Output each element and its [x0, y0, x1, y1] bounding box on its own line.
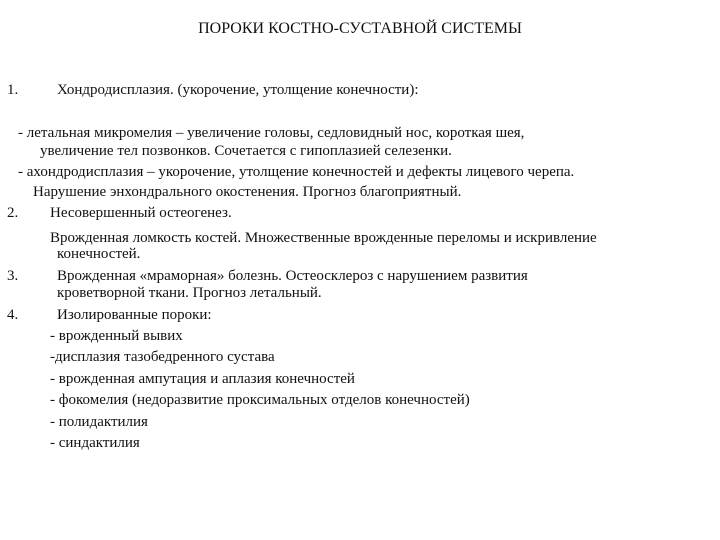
list-item: - синдактилия: [50, 435, 140, 451]
list-item: -дисплазия тазобедренного сустава: [50, 349, 275, 365]
sub-line: кроветворной ткани. Прогноз летальный.: [57, 285, 322, 301]
item-text: Изолированные пороки:: [57, 307, 212, 323]
item-number: 4.: [7, 307, 19, 323]
item-number: 1.: [7, 82, 19, 98]
list-item: - полидактилия: [50, 414, 148, 430]
sub-line: - ахондродисплазия – укорочение, утолщение конечностей и дефекты лицевого черепа.: [18, 164, 575, 180]
sub-line: Врожденная ломкость костей. Множественные врожденные переломы и искривление: [50, 230, 597, 246]
item-number: 2.: [7, 205, 19, 221]
slide-title: ПОРОКИ КОСТНО-СУСТАВНОЙ СИСТЕМЫ: [198, 20, 522, 37]
item-text: Несовершенный остеогенез.: [50, 205, 232, 221]
list-item: - врожденный вывих: [50, 328, 183, 344]
sub-line: Нарушение энхондрального окостенения. Прогноз благоприятный.: [33, 184, 462, 200]
sub-line: - летальная микромелия – увеличение головы, седловидный нос, короткая шея,: [18, 125, 525, 141]
list-item: - врожденная ампутация и аплазия конечностей: [50, 371, 355, 387]
item-text: Врожденная «мраморная» болезнь. Остеосклероз с нарушением развития: [57, 268, 528, 284]
item-text: Хондродисплазия. (укорочение, утолщение конечности):: [57, 82, 419, 98]
list-item: - фокомелия (недоразвитие проксимальных отделов конечностей): [50, 392, 470, 408]
sub-line: увеличение тел позвонков. Сочетается с гипоплазией селезенки.: [40, 143, 452, 159]
sub-line: конечностей.: [57, 246, 141, 262]
item-number: 3.: [7, 268, 19, 284]
